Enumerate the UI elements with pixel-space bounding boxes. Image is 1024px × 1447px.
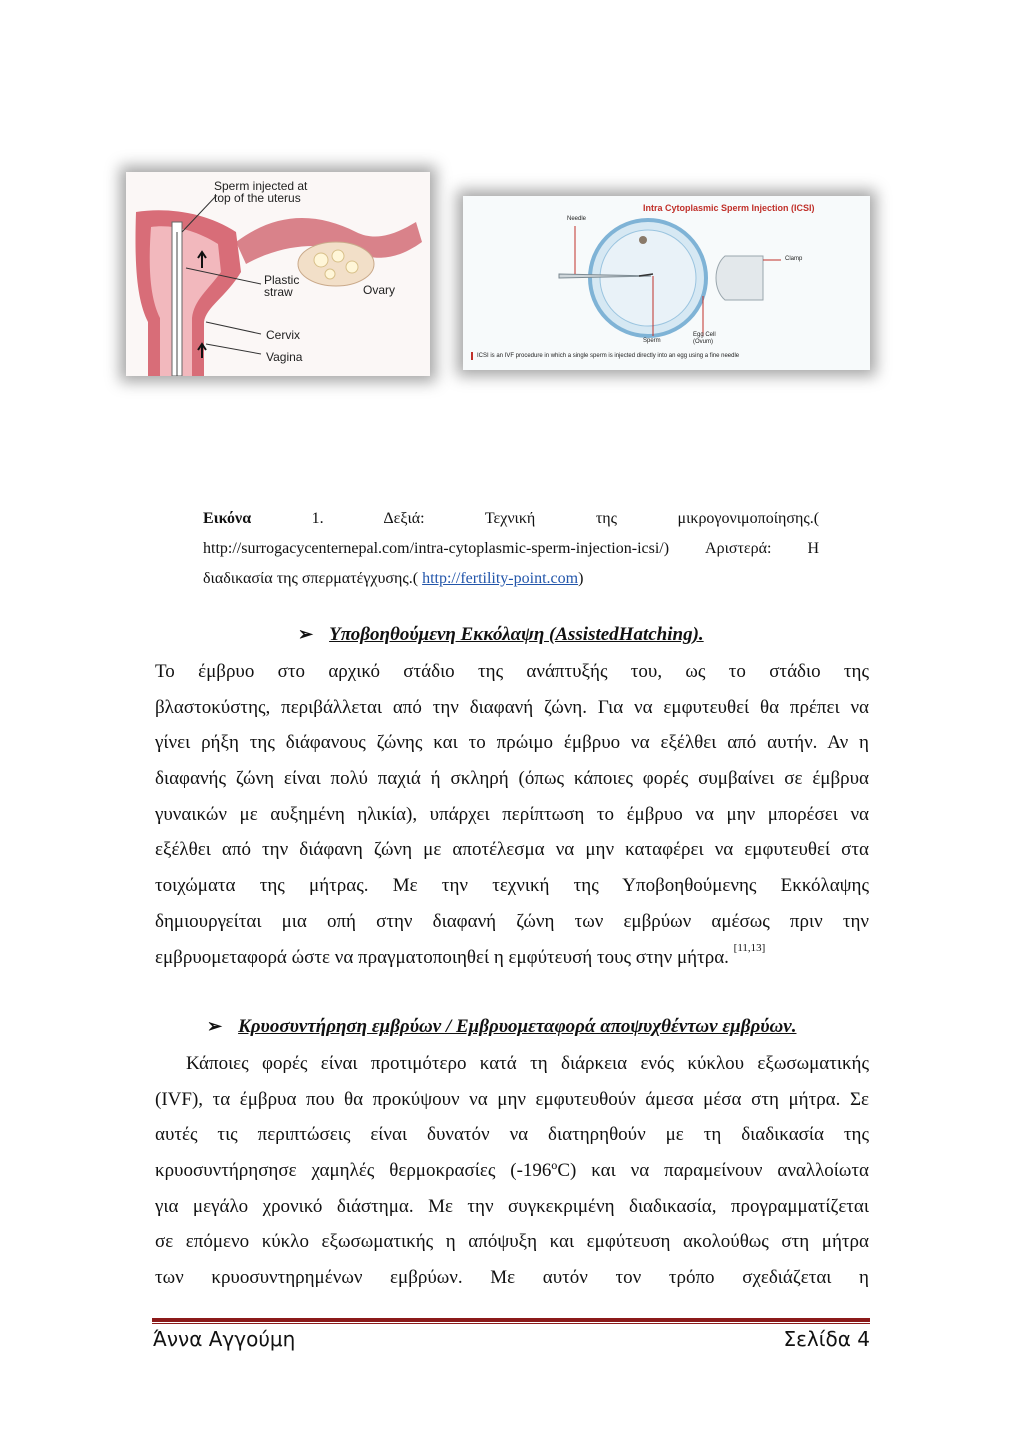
footer-rule-thin [152,1323,870,1324]
paragraph-hatching [155,654,869,975]
caption-text: διαδικασία της σπερματέγχυσης.( [203,570,423,587]
bullet-arrow-icon: ➢ [207,1016,223,1036]
footer-author: Άννα Αγγούμη [153,1327,296,1351]
paragraph-line: δημιουργείται μια οπή στην διαφανή ζώνη των εμβρύων αμέσως πριν την [155,910,869,932]
icsi-title: Intra Cytoplasmic Sperm Injection (ICSI) [643,203,815,213]
section-heading-2 [207,1016,796,1038]
paragraph-line: σε επόμενο κύκλο εξωσωματικής η απόψυξη και εμφύτευση ακολούθως στη μήτρα [155,1231,869,1253]
paragraph-line: γυναικών με αυξημένη ηλικία), υπάρχει περίπτωση το έμβρυο να μην μπορέσει να [155,803,869,825]
label-plastic-straw: Plastic straw [264,273,300,299]
caption-line-2: http://surrogacycenternepal.com/intra-cytoplasmic-sperm-injection-icsi/) Αριστερά: Η [203,540,819,557]
icsi-diagram-image [463,196,870,370]
caption-line-3 [203,564,819,594]
paragraph-line: των κρυοσυντηρημένων εμβρύων. Με αυτόν τον τρόπο σχεδιάζεται η [155,1267,869,1289]
caption-word: μικρογονιμοποίησης.( [677,510,820,527]
footer-page-number: Σελίδα 4 [783,1327,870,1351]
section-heading-1 [298,624,704,646]
footer-rule [152,1318,870,1322]
caption-word: της [595,510,617,527]
caption-text: ) [578,570,584,587]
caption-figure-label: Εικόνα [203,510,252,527]
label-ovary: Ovary [363,283,396,297]
paragraph-line: για μεγάλο χρονικό διάστημα. Με την συγκεκριμένη διαδικασία, προγραμματίζεται [155,1195,869,1217]
caption-figure-number: 1. [311,510,324,527]
label-clamp: Clamp [785,256,803,262]
label-sperm-injected: Sperm injected at top of the uterus [214,179,308,205]
paragraph-line: (IVF), τα έμβρυα που θα προκύψουν να μην εμφυτευθούν άμεσα μέσα στη μήτρα. Σε [155,1088,869,1110]
paragraph-line: τοιχώματα της μήτρας. Με την τεχνική της Υποβοηθούμενης Εκκόλαψης [155,875,869,897]
section-title-cryopreservation: Κρυοσυντήρηση εμβρύων / Εμβρυομεταφορά αποψυχθέντων εμβρύων. [238,1016,797,1037]
paragraph-cryopreservation [155,1046,869,1296]
caption-word: Δεξιά: [383,510,425,527]
paragraph-line: διαφανής ζώνη είναι πολύ παχιά ή σκληρή (όπως κάποιες φορές συμβαίνει σε έμβρυα [155,768,869,790]
label-vagina: Vagina [266,350,303,364]
citation: [11,13] [733,941,766,954]
bullet-arrow-icon: ➢ [298,624,314,644]
section-title-hatching: Υποβοηθούμενη Εκκόλαψη (AssistedHatching). [329,624,704,645]
label-sperm: Sperm [643,338,661,344]
paragraph-line: αυτές τις περιπτώσεις είναι δυνατόν να διατηρηθούν με τη διαδικασία της [155,1124,869,1146]
iui-diagram-image [126,172,430,376]
label-needle: Needle [567,216,587,222]
icsi-illustration [463,196,870,370]
caption-line-1 [203,504,819,534]
paragraph-line: Κάποιες φορές είναι προτιμότερο κατά τη διάρκεια ενός κύκλου εξωσωματικής [186,1053,869,1074]
paragraph-last-line [155,940,869,976]
label-cervix: Cervix [266,328,301,342]
paragraph-line: βλαστοκύστης, περιβάλλεται από την διαφανή ζώνη. Για να εμφυτευθεί θα πρέπει να [155,696,869,718]
fertility-point-link[interactable]: http://fertility-point.com [422,570,579,587]
paragraph-line: γίνει ρήξη της διάφανους ζώνης και το πρώιμο έμβρυο να εξέλθει από αυτήν. Αν η [155,732,869,754]
paragraph-line: εξέλθει από την διάφανη ζώνη με αποτέλεσμα να μην καταφέρει να εμφυτευθεί στα [155,839,869,861]
figure-caption [203,504,819,594]
icsi-note: ICSI is an IVF procedure in which a single sperm is injected directly into an egg using a fine needle [477,353,740,359]
paragraph-line: Το έμβρυο στο αρχικό στάδιο της ανάπτυξής του, ως το στάδιο της [155,661,869,682]
label-egg-cell: Egg Cell (Ovum) [693,332,716,345]
caption-word: Τεχνική [484,510,536,527]
paragraph-text: εμβρυομεταφορά ώστε να πραγματοποιηθεί η εμφύτευσή τους στην μήτρα. [155,946,729,968]
paragraph-line: κρυοσυντήρησησε χαμηλές θερμοκρασίες (-196ºC) και να παραμείνουν αναλλοίωτα [155,1160,869,1182]
